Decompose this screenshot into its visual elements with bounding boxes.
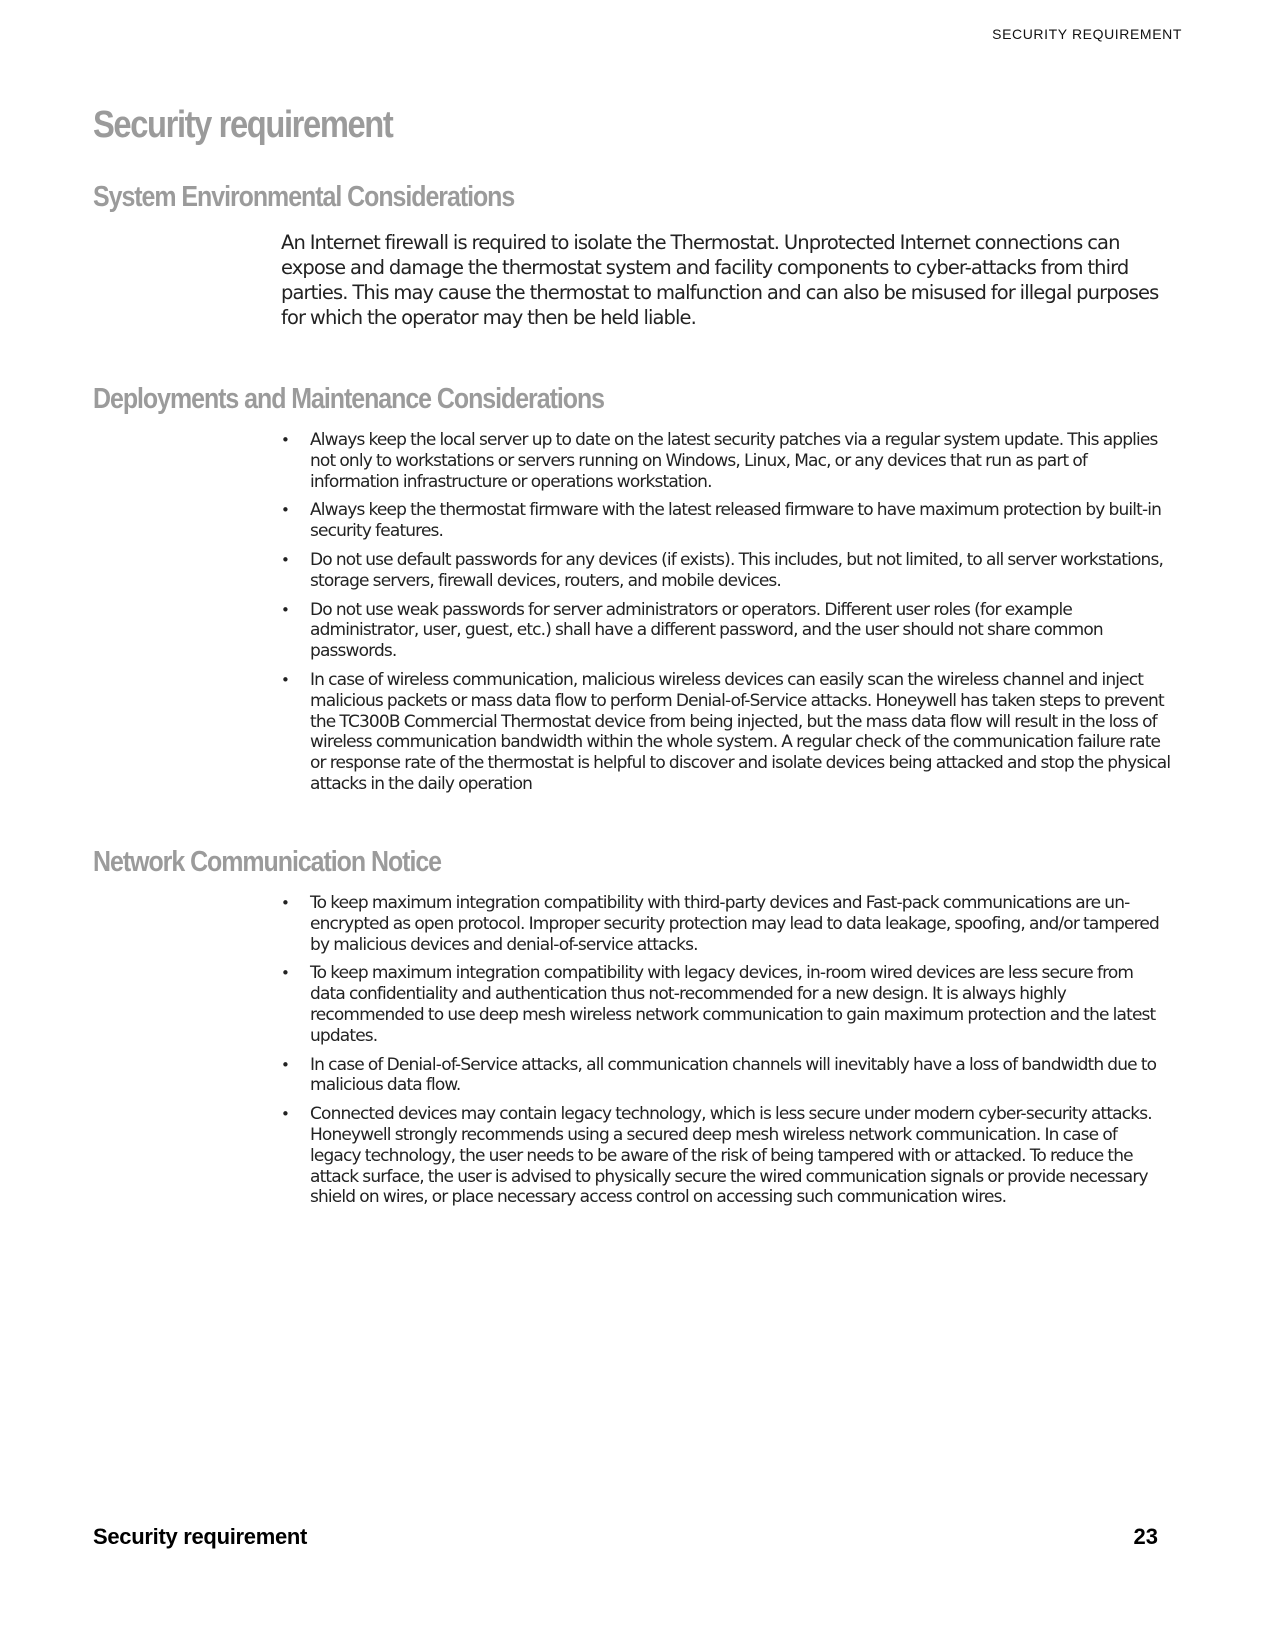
bullet-icon: • [281,1055,289,1074]
list-item [281,500,1171,542]
bullet-icon: • [281,431,289,449]
footer-page-number: 23 [1133,1524,1158,1549]
list-item [281,550,1171,592]
bullet-icon: • [281,550,289,569]
bullet-icon: • [281,501,289,520]
page-title: Security requirement [93,104,393,146]
running-header: SECURITY REQUIREMENT [992,26,1182,42]
section-heading-deployments-maintenance: Deployments and Maintenance Considerations [93,383,604,415]
list-item [281,600,1171,662]
list-item [281,893,1171,955]
section-paragraph-system-environmental: An Internet firewall is required to isolate the Thermostat. Unprotected Internet connections can expose and damage the thermostat system and facility components to cyber-attacks from third parties. This may cause the thermostat to malfunction and can also be misused for illegal purposes for which the operator may then be held liable. [281,231,1159,329]
bullet-icon: • [281,670,289,689]
list-item-text: Connected devices may contain legacy technology, which is less secure under modern cyber-security attacks. Honeywell strongly recommends using a secured deep mesh wireless network communication. In case of legacy technology, the user needs to be aware of the risk of being tampered with or attacked. To reduce the attack surface, the user is advised to physically secure the wired communication signals or provide necessary shield on wires, or place necessary access control on accessing such communication wires. [310,1104,1152,1208]
bullet-icon: • [281,600,289,619]
list-item-text: Always keep the thermostat firmware with the latest released firmware to have maximum protection by built-in security features. [310,500,1162,542]
bullet-icon: • [281,1105,289,1124]
list-item-text: In case of Denial-of-Service attacks, all communication channels will inevitably have a loss of bandwidth due to malicious data flow. [310,1054,1157,1096]
bullet-icon: • [281,894,289,912]
list-item [281,1104,1171,1208]
list-item-text: In case of wireless communication, malicious wireless devices can easily scan the wireless channel and inject malicious packets or mass data flow to perform Denial-of-Service attacks. Honeywell has taken steps to prevent the TC300B Commercial Thermostat device from being injected, but the mass data flow will result in the loss of wireless communication bandwidth within the whole system. A regular check of the communication failure rate or response rate of the thermostat is helpful to discover and isolate devices being attacked and stop the physical attacks in the daily operation [310,669,1171,794]
bullet-list-deployments-maintenance [281,430,1171,803]
footer-section-name: Security requirement [93,1524,308,1549]
list-item [281,430,1171,492]
list-item [281,963,1171,1046]
list-item-text: To keep maximum integration compatibility with legacy devices, in-room wired devices are less secure from data confidentiality and authentication thus not-recommended for a new design. It is always highly recommended to use deep mesh wireless network communication to gain maximum protection and the latest updates. [310,963,1156,1046]
bullet-icon: • [281,964,289,983]
bullet-list-network-communication [281,893,1171,1216]
list-item-text: To keep maximum integration compatibility with third-party devices and Fast-pack communications are un-encrypted as open protocol. Improper security protection may lead to data leakage, spoofing, and/or tampered by malicious devices and denial-of-service attacks. [310,893,1159,955]
list-item-text: Do not use default passwords for any devices (if exists). This includes, but not limited, to all server workstations, storage servers, firewall devices, routers, and mobile devices. [310,549,1164,591]
list-item-text: Always keep the local server up to date on the latest security patches via a regular system update. This applies not only to workstations or servers running on Windows, Linux, Mac, or any devices that run as part of information infrastructure or operations workstation. [310,430,1158,492]
list-item-text: Do not use weak passwords for server administrators or operators. Different user roles (for example administrator, user, guest, etc.) shall have a different password, and the user should not share common passwords. [310,599,1103,662]
section-heading-network-communication: Network Communication Notice [93,846,442,878]
section-heading-system-environmental: System Environmental Considerations [93,181,515,213]
list-item [281,670,1171,795]
list-item [281,1055,1171,1097]
